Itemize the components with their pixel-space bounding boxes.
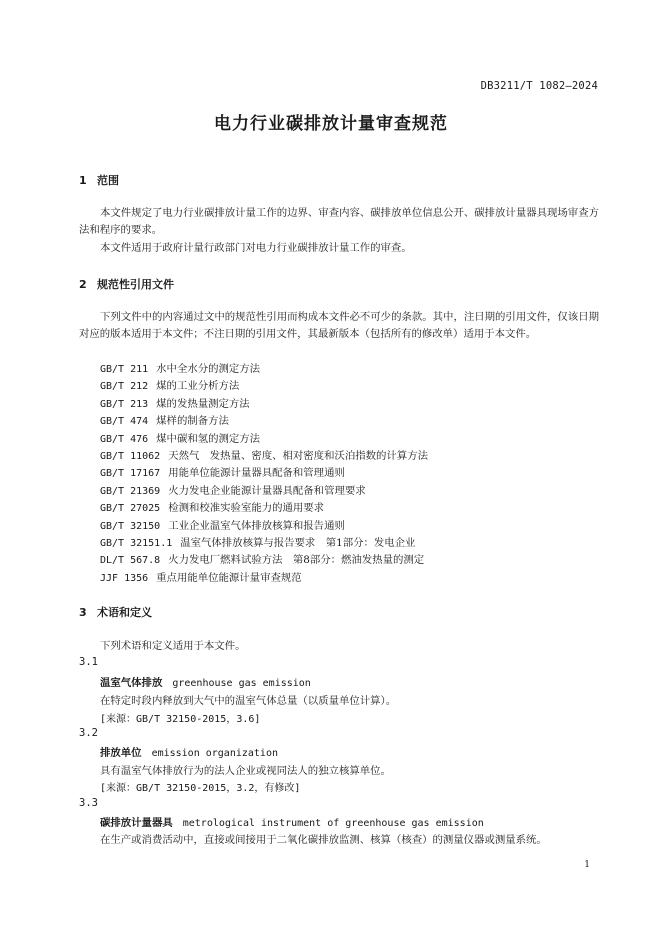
- reference-list: [100, 361, 428, 587]
- reference-item: [100, 413, 428, 430]
- term-en: emission organization: [151, 748, 278, 759]
- term-number: 3.3: [79, 797, 98, 809]
- paragraph: 本文件适用于政府计量行政部门对电力行业碳排放计量工作的审查。: [100, 241, 412, 254]
- reference-item: [100, 518, 428, 535]
- term-definition: 在生产或消费活动中，直接或间接用于二氧化碳排放监测、核算（核查）的测量仪器或测量系统。: [100, 834, 547, 846]
- reference-title: 煤中碳和氢的测定方法: [156, 432, 261, 445]
- reference-item: [100, 465, 428, 482]
- reference-title: 火力发电企业能源计量器具配备和管理要求: [168, 484, 366, 497]
- reference-item: [100, 361, 428, 378]
- reference-title: 检测和校准实验室能力的通用要求: [168, 502, 325, 515]
- reference-item: [100, 500, 428, 517]
- reference-title: 天然气 发热量、密度、相对密度和沃泊指数的计算方法: [168, 449, 428, 462]
- reference-title: 用能单位能源计量器具配备和管理通则: [168, 467, 345, 480]
- reference-item: [100, 378, 428, 395]
- reference-item: [100, 431, 428, 448]
- reference-item: [100, 396, 428, 413]
- section-2-heading: [79, 276, 174, 292]
- term-zh: 碳排放计量器具: [100, 817, 173, 829]
- section-title: 规范性引用文件: [97, 278, 174, 291]
- section-2-body: [79, 309, 599, 344]
- reference-code: GB/T 21369: [100, 485, 161, 497]
- term-heading: [100, 814, 484, 829]
- reference-title: 煤样的制备方法: [156, 415, 229, 428]
- reference-item: [100, 535, 428, 552]
- reference-title: 温室气体排放核算与报告要求 第1部分：发电企业: [180, 536, 416, 549]
- standard-code: DB3211/T 1082—2024: [480, 80, 598, 92]
- reference-code: GB/T 211: [100, 364, 149, 375]
- section-number: 1: [79, 174, 87, 187]
- term-source: [来源：GB/T 32150-2015，3.6]: [100, 714, 261, 725]
- reference-code: GB/T 32150: [100, 520, 161, 532]
- term-zh: 温室气体排放: [100, 677, 163, 689]
- term-heading: [100, 674, 311, 689]
- paragraph: 下列文件中的内容通过文中的规范性引用而构成本文件必不可少的条款。其中，注日期的引用文件，仅该日期对应的版本适用于本文件；不注日期的引用文件，其最新版本（包括所有的修改单）适用于本文件。: [79, 311, 599, 341]
- reference-title: 火力发电厂燃料试验方法 第8部分：燃油发热量的测定: [168, 554, 425, 567]
- term-heading: [100, 744, 278, 759]
- paragraph: 本文件规定了电力行业碳排放计量工作的边界、审查内容、碳排放单位信息公开、碳排放计量器具现场审查方法和程序的要求。: [79, 207, 599, 237]
- term-zh: 排放单位: [100, 747, 142, 759]
- term-source: [来源：GB/T 32150-2015，3.2，有修改]: [100, 783, 301, 794]
- term-definition: 在特定时段内释放到大气中的温室气体总量（以质量单位计算）。: [100, 695, 397, 707]
- reference-code: GB/T 212: [100, 381, 149, 393]
- reference-title: 工业企业温室气体排放核算和报告通则: [168, 519, 345, 532]
- reference-item: [100, 448, 428, 465]
- document-title: 电力行业碳排放计量审查规范: [214, 114, 448, 134]
- reference-code: JJF 1356: [100, 572, 149, 584]
- term-en: greenhouse gas emission: [172, 678, 311, 689]
- section-1-heading: [79, 172, 119, 188]
- reference-item: [100, 483, 428, 500]
- term-number: 3.2: [79, 727, 98, 739]
- reference-title: 煤的工业分析方法: [156, 380, 240, 393]
- term-number: 3.1: [79, 656, 98, 668]
- reference-code: GB/T 476: [100, 433, 149, 445]
- reference-code: GB/T 17167: [100, 468, 161, 480]
- reference-code: GB/T 27025: [100, 503, 161, 515]
- term-definition: 具有温室气体排放行为的法人企业或视同法人的独立核算单位。: [100, 765, 391, 777]
- reference-title: 重点用能单位能源计量审查规范: [156, 571, 302, 584]
- reference-code: GB/T 32151.1: [100, 537, 173, 549]
- reference-code: GB/T 213: [100, 398, 149, 410]
- term-en: metrological instrument of greenhouse gas emission: [182, 818, 484, 829]
- section-3-intro: 下列术语和定义适用于本文件。: [100, 640, 246, 652]
- reference-code: DL/T 567.8: [100, 555, 161, 567]
- section-3-heading: [79, 604, 152, 620]
- reference-item: [100, 570, 428, 587]
- section-1-body: [79, 205, 599, 257]
- section-number: 2: [79, 278, 87, 291]
- section-title: 术语和定义: [97, 606, 152, 619]
- section-number: 3: [79, 606, 87, 619]
- page-number: 1: [584, 860, 590, 870]
- reference-code: GB/T 474: [100, 416, 149, 428]
- section-title: 范围: [97, 174, 119, 187]
- reference-title: 煤的发热量测定方法: [156, 397, 250, 410]
- reference-title: 水中全水分的测定方法: [156, 363, 261, 375]
- reference-item: [100, 552, 428, 569]
- reference-code: GB/T 11062: [100, 450, 161, 462]
